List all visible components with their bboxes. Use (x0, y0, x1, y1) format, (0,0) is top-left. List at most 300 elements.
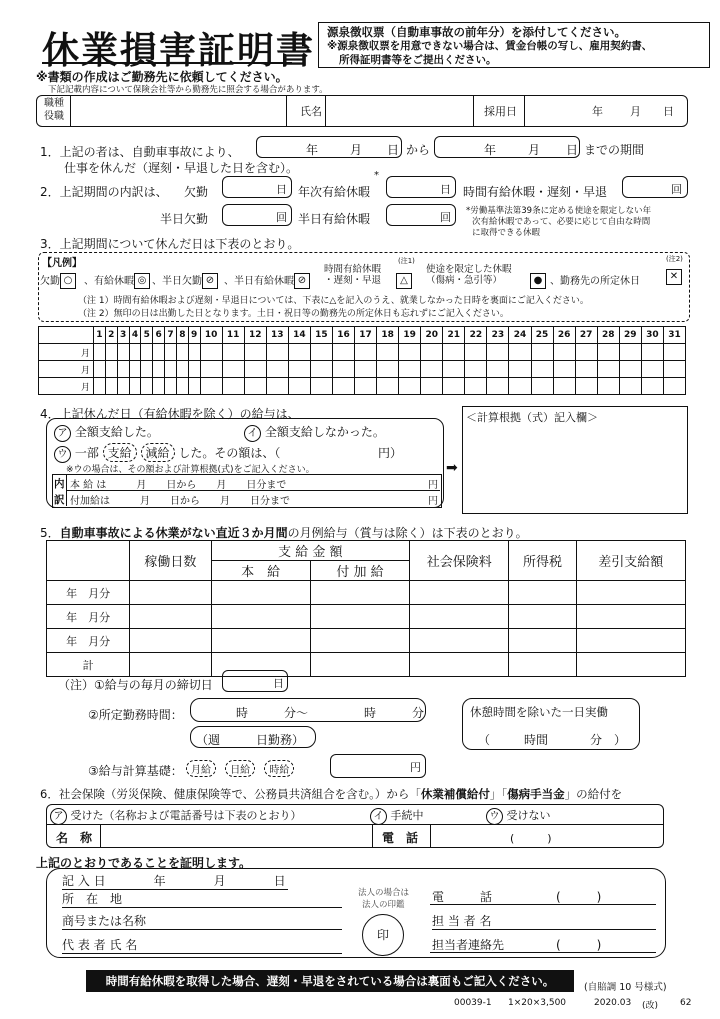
day-cell[interactable] (200, 344, 222, 361)
day-header: 26 (553, 327, 575, 344)
sec6-text (40, 786, 622, 802)
footnote-line: *労働基準法第39条に定める使途を限定しない年 (466, 206, 652, 216)
day-cell[interactable] (355, 361, 377, 378)
day-cell[interactable] (597, 378, 619, 395)
legend-absence (40, 272, 76, 289)
day-cell[interactable] (443, 344, 465, 361)
day-cell[interactable] (355, 378, 377, 395)
day-cell[interactable] (641, 378, 663, 395)
insurer-name-label: 名 称 (56, 831, 93, 845)
job-field[interactable] (72, 97, 284, 125)
day-cell[interactable] (129, 361, 141, 378)
option-i[interactable] (244, 423, 385, 442)
insurance-option-a[interactable] (50, 807, 302, 825)
day-cell[interactable] (94, 378, 106, 395)
legend-title: 【凡例】 (42, 258, 82, 269)
day-header: 11 (222, 327, 244, 344)
slashed-double-circle-icon: ⊘ (294, 273, 310, 289)
end-day: 日 (566, 143, 579, 157)
seal-note: 法人の印鑑 (362, 900, 405, 910)
day-cell[interactable] (129, 378, 141, 395)
half-paid-unit: 回 (440, 211, 451, 224)
day-header: 9 (188, 327, 200, 344)
cell[interactable] (310, 629, 409, 653)
sec2-text: 2．上記期間の内訳は、 (40, 185, 168, 199)
day-cell[interactable] (94, 361, 106, 378)
day-cell[interactable] (443, 378, 465, 395)
day-cell[interactable] (641, 361, 663, 378)
page-number: 62 (680, 998, 692, 1008)
day-cell[interactable] (141, 378, 153, 395)
day-header: 25 (531, 327, 553, 344)
day-header: 28 (597, 327, 619, 344)
end-month: 月 (528, 143, 541, 157)
day-cell[interactable] (117, 378, 129, 395)
legend-label: 時間有給休暇 (324, 264, 382, 275)
day-header: 4 (129, 327, 141, 344)
sec1-text2: 仕事を休んだ（遅刻・早退した日を含む）。 (64, 161, 299, 175)
day-cell[interactable] (399, 344, 421, 361)
day-cell[interactable] (105, 361, 117, 378)
calendar-corner (39, 327, 94, 344)
day-cell[interactable] (176, 361, 188, 378)
note-marker: (注2) (666, 255, 683, 263)
hire-year: 年 (592, 105, 603, 118)
cell[interactable] (576, 629, 685, 653)
col-base-pay: 本 給 (211, 561, 310, 581)
cell[interactable] (130, 653, 211, 677)
option-i-text: 手続中 (390, 809, 424, 822)
cell[interactable] (509, 581, 576, 605)
day-cell[interactable] (597, 344, 619, 361)
reduced-option[interactable]: 減給 (141, 443, 175, 462)
hire-day: 日 (663, 105, 674, 118)
day-cell[interactable] (619, 344, 641, 361)
divider (100, 824, 101, 848)
seal-circle[interactable] (362, 914, 404, 956)
week-label: （週 (196, 733, 221, 747)
insurer-phone-label: 電 話 (382, 831, 419, 845)
name-label: 氏名 (300, 105, 322, 118)
hourly-option[interactable]: 時給 (264, 760, 294, 777)
cell[interactable] (211, 581, 310, 605)
cell[interactable] (310, 653, 409, 677)
cell[interactable] (576, 653, 685, 677)
hourly-leave-label: 時間有給休暇・遅刻・早退 (463, 185, 608, 199)
daily-option[interactable]: 日給 (225, 760, 255, 777)
day-cell[interactable] (619, 361, 641, 378)
double-circle-icon: ◎ (134, 273, 150, 289)
day-cell[interactable] (117, 361, 129, 378)
circle-icon: ○ (60, 273, 76, 289)
note-marker: (注1) (398, 257, 415, 265)
day-cell[interactable] (105, 344, 117, 361)
day-header: 7 (165, 327, 177, 344)
day-cell[interactable] (288, 378, 310, 395)
row-month-label: 年 月分 (47, 605, 130, 629)
triangle-icon: △ (396, 273, 412, 289)
legend-holiday: 、勤務先の所定休日 (550, 276, 640, 287)
day-header: 8 (176, 327, 188, 344)
cell[interactable] (211, 629, 310, 653)
day-cell[interactable] (266, 344, 288, 361)
divider (430, 952, 656, 953)
day-cell[interactable] (399, 378, 421, 395)
col-income-tax: 所得税 (509, 541, 576, 581)
insurance-option-u[interactable] (486, 807, 551, 825)
day-header: 2 (105, 327, 117, 344)
day-header: 6 (153, 327, 165, 344)
calculation-basis-label: ＜計算根拠（式）記入欄＞ (466, 411, 598, 424)
option-u[interactable] (54, 443, 280, 463)
cell[interactable] (410, 581, 509, 605)
legend-note-2: （注 2）無印の日は出勤した日となります。土日・祝日等の勤務先の所定休日も忘れずにご記入ください。 (78, 309, 509, 319)
day-cell[interactable] (487, 344, 509, 361)
day-cell[interactable] (619, 378, 641, 395)
legend-hourly (324, 264, 381, 286)
sec5-bold: 自動車事故による休業がない直近３か月間 (59, 526, 288, 540)
day-cell[interactable] (310, 344, 332, 361)
staff-contact-field[interactable]: ( ) (556, 938, 602, 952)
day-cell[interactable] (421, 378, 443, 395)
month-label: 月 (39, 361, 94, 378)
start-year: 年 (306, 143, 319, 157)
period-suffix: までの期間 (584, 143, 645, 157)
cutoff-label: （注）①給与の毎月の締切日 (58, 678, 213, 692)
row-month-label: 年 月分 (47, 581, 130, 605)
insurance-option-i[interactable] (370, 807, 424, 825)
cell[interactable] (211, 605, 310, 629)
sec6-bold-2: 傷病手当金 (507, 787, 565, 801)
day-cell[interactable] (355, 344, 377, 361)
day-cell[interactable] (553, 378, 575, 395)
day-cell[interactable] (377, 361, 399, 378)
sec4-text: 4．上記休んだ日（有給休暇を除く）の給与は、 (40, 407, 300, 421)
notice-line-1: 源泉徴収票（自動車事故の前年分）を添付してください。 (327, 25, 626, 39)
day-cell[interactable] (188, 361, 200, 378)
day-cell[interactable] (421, 344, 443, 361)
day-cell[interactable] (153, 344, 165, 361)
request-note: ※書類の作成はご勤務先に依頼してください。 (36, 70, 288, 84)
day-cell[interactable] (310, 361, 332, 378)
day-header: 3 (117, 327, 129, 344)
day-cell[interactable] (94, 344, 106, 361)
sec6-bold-1: 休業補償給付 (420, 787, 490, 801)
calendar-row (39, 344, 686, 361)
day-cell[interactable] (165, 361, 177, 378)
breakdown-label-1: 内 (54, 478, 65, 490)
period-start-field[interactable] (256, 136, 402, 158)
job-label (44, 97, 64, 123)
cell[interactable] (576, 581, 685, 605)
breakdown-label-2: 訳 (54, 494, 65, 506)
back-side-notice-text: 時間有給休暇を取得した場合、遅刻・早退をされている場合は裏面もご記入ください。 (105, 974, 555, 988)
day-header: 29 (619, 327, 641, 344)
base-pay-row[interactable]: 本 給 は 月 日から 月 日分まで (70, 480, 287, 491)
option-u-text: 受けない (506, 809, 551, 822)
hire-date-label: 採用日 (484, 105, 517, 118)
cell[interactable] (410, 653, 509, 677)
certify-text: 上記のとおりであることを証明します。 (36, 856, 252, 870)
cell[interactable] (130, 605, 211, 629)
day-header: 10 (200, 327, 222, 344)
day-cell[interactable] (465, 344, 487, 361)
day-cell[interactable] (332, 378, 354, 395)
day-header: 20 (421, 327, 443, 344)
pay-basis-label: ③給与計算基礎： (88, 764, 183, 778)
day-cell[interactable] (465, 378, 487, 395)
cell[interactable] (509, 629, 576, 653)
extra-pay-row[interactable]: 付加給は 月 日から 月 日分まで (70, 496, 290, 507)
col-days: 稼働日数 (130, 541, 211, 581)
day-header: 27 (575, 327, 597, 344)
option-u-mark: ウ (486, 808, 503, 825)
company-name-field[interactable]: 商号または名称 (62, 912, 342, 930)
print-code: 00039-1 (454, 998, 492, 1008)
start-hour-unit: 時 (236, 706, 249, 720)
absence-unit: 日 (276, 183, 287, 196)
company-phone-field[interactable]: ( ) (556, 890, 602, 904)
day-cell[interactable] (377, 344, 399, 361)
period-end-field[interactable] (434, 136, 580, 158)
actual-work-label: 休憩時間を除いた一日実働 (470, 705, 608, 719)
insurer-phone-field[interactable]: ( ) (510, 832, 552, 845)
option-i-mark: イ (370, 808, 387, 825)
job-label-line1: 職種 (44, 98, 64, 109)
from-label: から (406, 143, 431, 157)
cell[interactable] (310, 581, 409, 605)
actual-minutes-unit: 分 (590, 733, 603, 747)
hire-date-field[interactable] (526, 97, 684, 125)
option-a-text: 受けた（名称および電話番号は下表のとおり） (70, 809, 302, 822)
legend-half-absence: 、半日欠勤 ⊘ (152, 272, 218, 289)
day-cell[interactable] (222, 378, 244, 395)
sec6-suffix: 」の給付を (564, 787, 623, 801)
month-label: 月 (39, 378, 94, 395)
day-cell[interactable] (222, 344, 244, 361)
day-cell[interactable] (188, 344, 200, 361)
day-header: 12 (244, 327, 266, 344)
day-cell[interactable] (509, 378, 531, 395)
address-field[interactable]: 所 在 地 (62, 890, 342, 908)
option-a[interactable] (54, 423, 159, 442)
day-cell[interactable] (244, 344, 266, 361)
day-cell[interactable] (509, 361, 531, 378)
end-minute-unit: 分 (412, 706, 425, 720)
insurer-name-field[interactable] (102, 826, 370, 846)
print-size: 1×20×3,500 (508, 998, 567, 1008)
seal-note: 法人の場合は (358, 888, 410, 898)
cell[interactable] (410, 605, 509, 629)
cross-icon: ✕ (666, 269, 682, 285)
start-day: 日 (387, 143, 400, 157)
day-cell[interactable] (176, 378, 188, 395)
monthly-option[interactable]: 月給 (186, 760, 216, 777)
paren-close: ） (614, 733, 627, 747)
table-row (47, 653, 686, 677)
staff-contact-label: 担当者連絡先 (432, 938, 505, 952)
absence-label: 欠勤 (184, 185, 209, 199)
notice-line-3: 所得証明書等をご提出ください。 (339, 54, 497, 66)
option-i-text: 全額支給しなかった。 (264, 425, 385, 439)
day-header: 18 (377, 327, 399, 344)
option-u-text: した。その額は、（ (178, 446, 281, 460)
day-cell[interactable] (188, 378, 200, 395)
cell[interactable] (509, 605, 576, 629)
half-paid-label: 半日有給休暇 (298, 212, 371, 226)
day-cell[interactable] (575, 378, 597, 395)
cell[interactable] (130, 581, 211, 605)
name-field[interactable] (327, 97, 471, 125)
col-pay: 支 給 金 額 (211, 541, 410, 561)
day-cell[interactable] (377, 378, 399, 395)
day-cell[interactable] (531, 378, 553, 395)
day-cell[interactable] (663, 361, 685, 378)
day-cell[interactable] (663, 378, 685, 395)
notice-line-2: ※源泉徴収票を用意できない場合は、賃金台帳の写し、雇用契約書、 (327, 40, 653, 52)
sec3-text: 3．上記期間について休んだ日は下表のとおり。 (40, 237, 300, 251)
day-cell[interactable] (487, 361, 509, 378)
day-cell[interactable] (266, 361, 288, 378)
day-cell[interactable] (176, 344, 188, 361)
day-cell[interactable] (105, 378, 117, 395)
option-u-mark: ウ (54, 446, 71, 463)
legend-label: （傷病・急引等） (426, 275, 503, 286)
sec1-text: 1．上記の者は、自動車事故により、 (40, 145, 240, 159)
day-header: 15 (310, 327, 332, 344)
base-pay-yen: 円 (428, 480, 438, 491)
day-cell[interactable] (465, 361, 487, 378)
day-cell[interactable] (332, 361, 354, 378)
divider (286, 95, 287, 127)
day-cell[interactable] (509, 344, 531, 361)
legend-label: 勤務先の所定休日 (560, 276, 640, 287)
divider (524, 95, 525, 127)
divider (372, 824, 373, 848)
option-u-note: ※ウの場合は、その額および計算根拠(式)をご記入ください。 (66, 465, 315, 475)
day-cell[interactable] (310, 378, 332, 395)
staff-name-label[interactable]: 担 当 者 名 (432, 912, 656, 930)
day-cell[interactable] (663, 344, 685, 361)
day-cell[interactable] (244, 378, 266, 395)
day-cell[interactable] (288, 361, 310, 378)
page-title: 休業損害証明書 (42, 29, 315, 72)
print-date: 2020.03 (594, 998, 632, 1008)
month-label: 月 (39, 344, 94, 361)
hire-month: 月 (630, 105, 641, 118)
day-cell[interactable] (553, 344, 575, 361)
col-extra-pay: 付 加 給 (310, 561, 409, 581)
day-header: 23 (487, 327, 509, 344)
calendar-row (39, 361, 686, 378)
job-label-line2: 役職 (44, 111, 64, 122)
paren-open: （ (478, 733, 491, 747)
day-cell[interactable] (531, 361, 553, 378)
legend-label: ・遅刻・早退 (324, 275, 382, 286)
option-a-mark: ア (54, 425, 71, 442)
day-cell[interactable] (266, 378, 288, 395)
day-cell[interactable] (553, 361, 575, 378)
paid-leave-unit: 日 (440, 183, 451, 196)
divider (70, 95, 71, 127)
day-cell[interactable] (129, 344, 141, 361)
paid-leave-footnote (466, 206, 651, 239)
day-cell[interactable] (288, 344, 310, 361)
day-cell[interactable] (575, 344, 597, 361)
day-header: 21 (443, 327, 465, 344)
day-cell[interactable] (641, 344, 663, 361)
day-cell[interactable] (153, 378, 165, 395)
legend-label: 使途を限定した休暇 (426, 264, 512, 275)
half-absence-unit: 回 (276, 211, 287, 224)
paid-option[interactable]: 支給 (103, 443, 137, 462)
legend-label: 欠勤 (40, 276, 60, 287)
footnote-line: に取得できる休暇 (472, 228, 541, 238)
day-cell[interactable] (487, 378, 509, 395)
cell[interactable] (410, 629, 509, 653)
day-cell[interactable] (597, 361, 619, 378)
day-cell[interactable] (332, 344, 354, 361)
back-side-notice (86, 970, 574, 992)
seal-label: 印 (376, 928, 389, 942)
cell[interactable] (509, 653, 576, 677)
legend-holiday-mark (666, 266, 682, 285)
day-cell[interactable] (200, 378, 222, 395)
day-header: 16 (332, 327, 354, 344)
day-header: 24 (509, 327, 531, 344)
day-header: 5 (141, 327, 153, 344)
legend-limited (426, 264, 512, 286)
day-cell[interactable] (222, 361, 244, 378)
cell[interactable] (310, 605, 409, 629)
day-cell[interactable] (117, 344, 129, 361)
day-cell[interactable] (399, 361, 421, 378)
entry-date-field[interactable]: 記 入 日 年 月 日 (62, 872, 288, 890)
sec6-prefix: 6．社会保険（労災保険、健康保険等で、公務員共済組合を含む。）から「 (40, 787, 421, 801)
day-cell[interactable] (575, 361, 597, 378)
company-phone-label: 電 話 (432, 890, 493, 904)
day-cell[interactable] (421, 361, 443, 378)
day-cell[interactable] (165, 378, 177, 395)
work-hours-label: ②所定勤務時間： (88, 708, 183, 722)
cell[interactable] (576, 605, 685, 629)
row-month-label: 年 月分 (47, 629, 130, 653)
divider (325, 95, 326, 127)
actual-hours-unit: 時間 (524, 733, 549, 747)
day-cell[interactable] (531, 344, 553, 361)
day-header: 17 (355, 327, 377, 344)
day-cell[interactable] (153, 361, 165, 378)
day-header: 14 (288, 327, 310, 344)
extra-pay-yen: 円 (428, 496, 438, 507)
day-header: 13 (266, 327, 288, 344)
day-header: 31 (663, 327, 685, 344)
day-cell[interactable] (141, 344, 153, 361)
day-cell[interactable] (165, 344, 177, 361)
legend-hourly-mark (396, 270, 412, 289)
asterisk: * (374, 170, 379, 181)
day-cell[interactable] (443, 361, 465, 378)
revision-mark: (改) (642, 1001, 659, 1011)
day-cell[interactable] (200, 361, 222, 378)
sec5-suffix: の月例給与（賞与は除く）は下表のとおり。 (287, 526, 528, 540)
representative-field[interactable]: 代 表 者 氏 名 (62, 936, 342, 954)
day-cell[interactable] (244, 361, 266, 378)
divider (430, 824, 431, 848)
day-cell[interactable] (141, 361, 153, 378)
col-net-pay: 差引支給額 (576, 541, 685, 581)
cell[interactable] (130, 629, 211, 653)
